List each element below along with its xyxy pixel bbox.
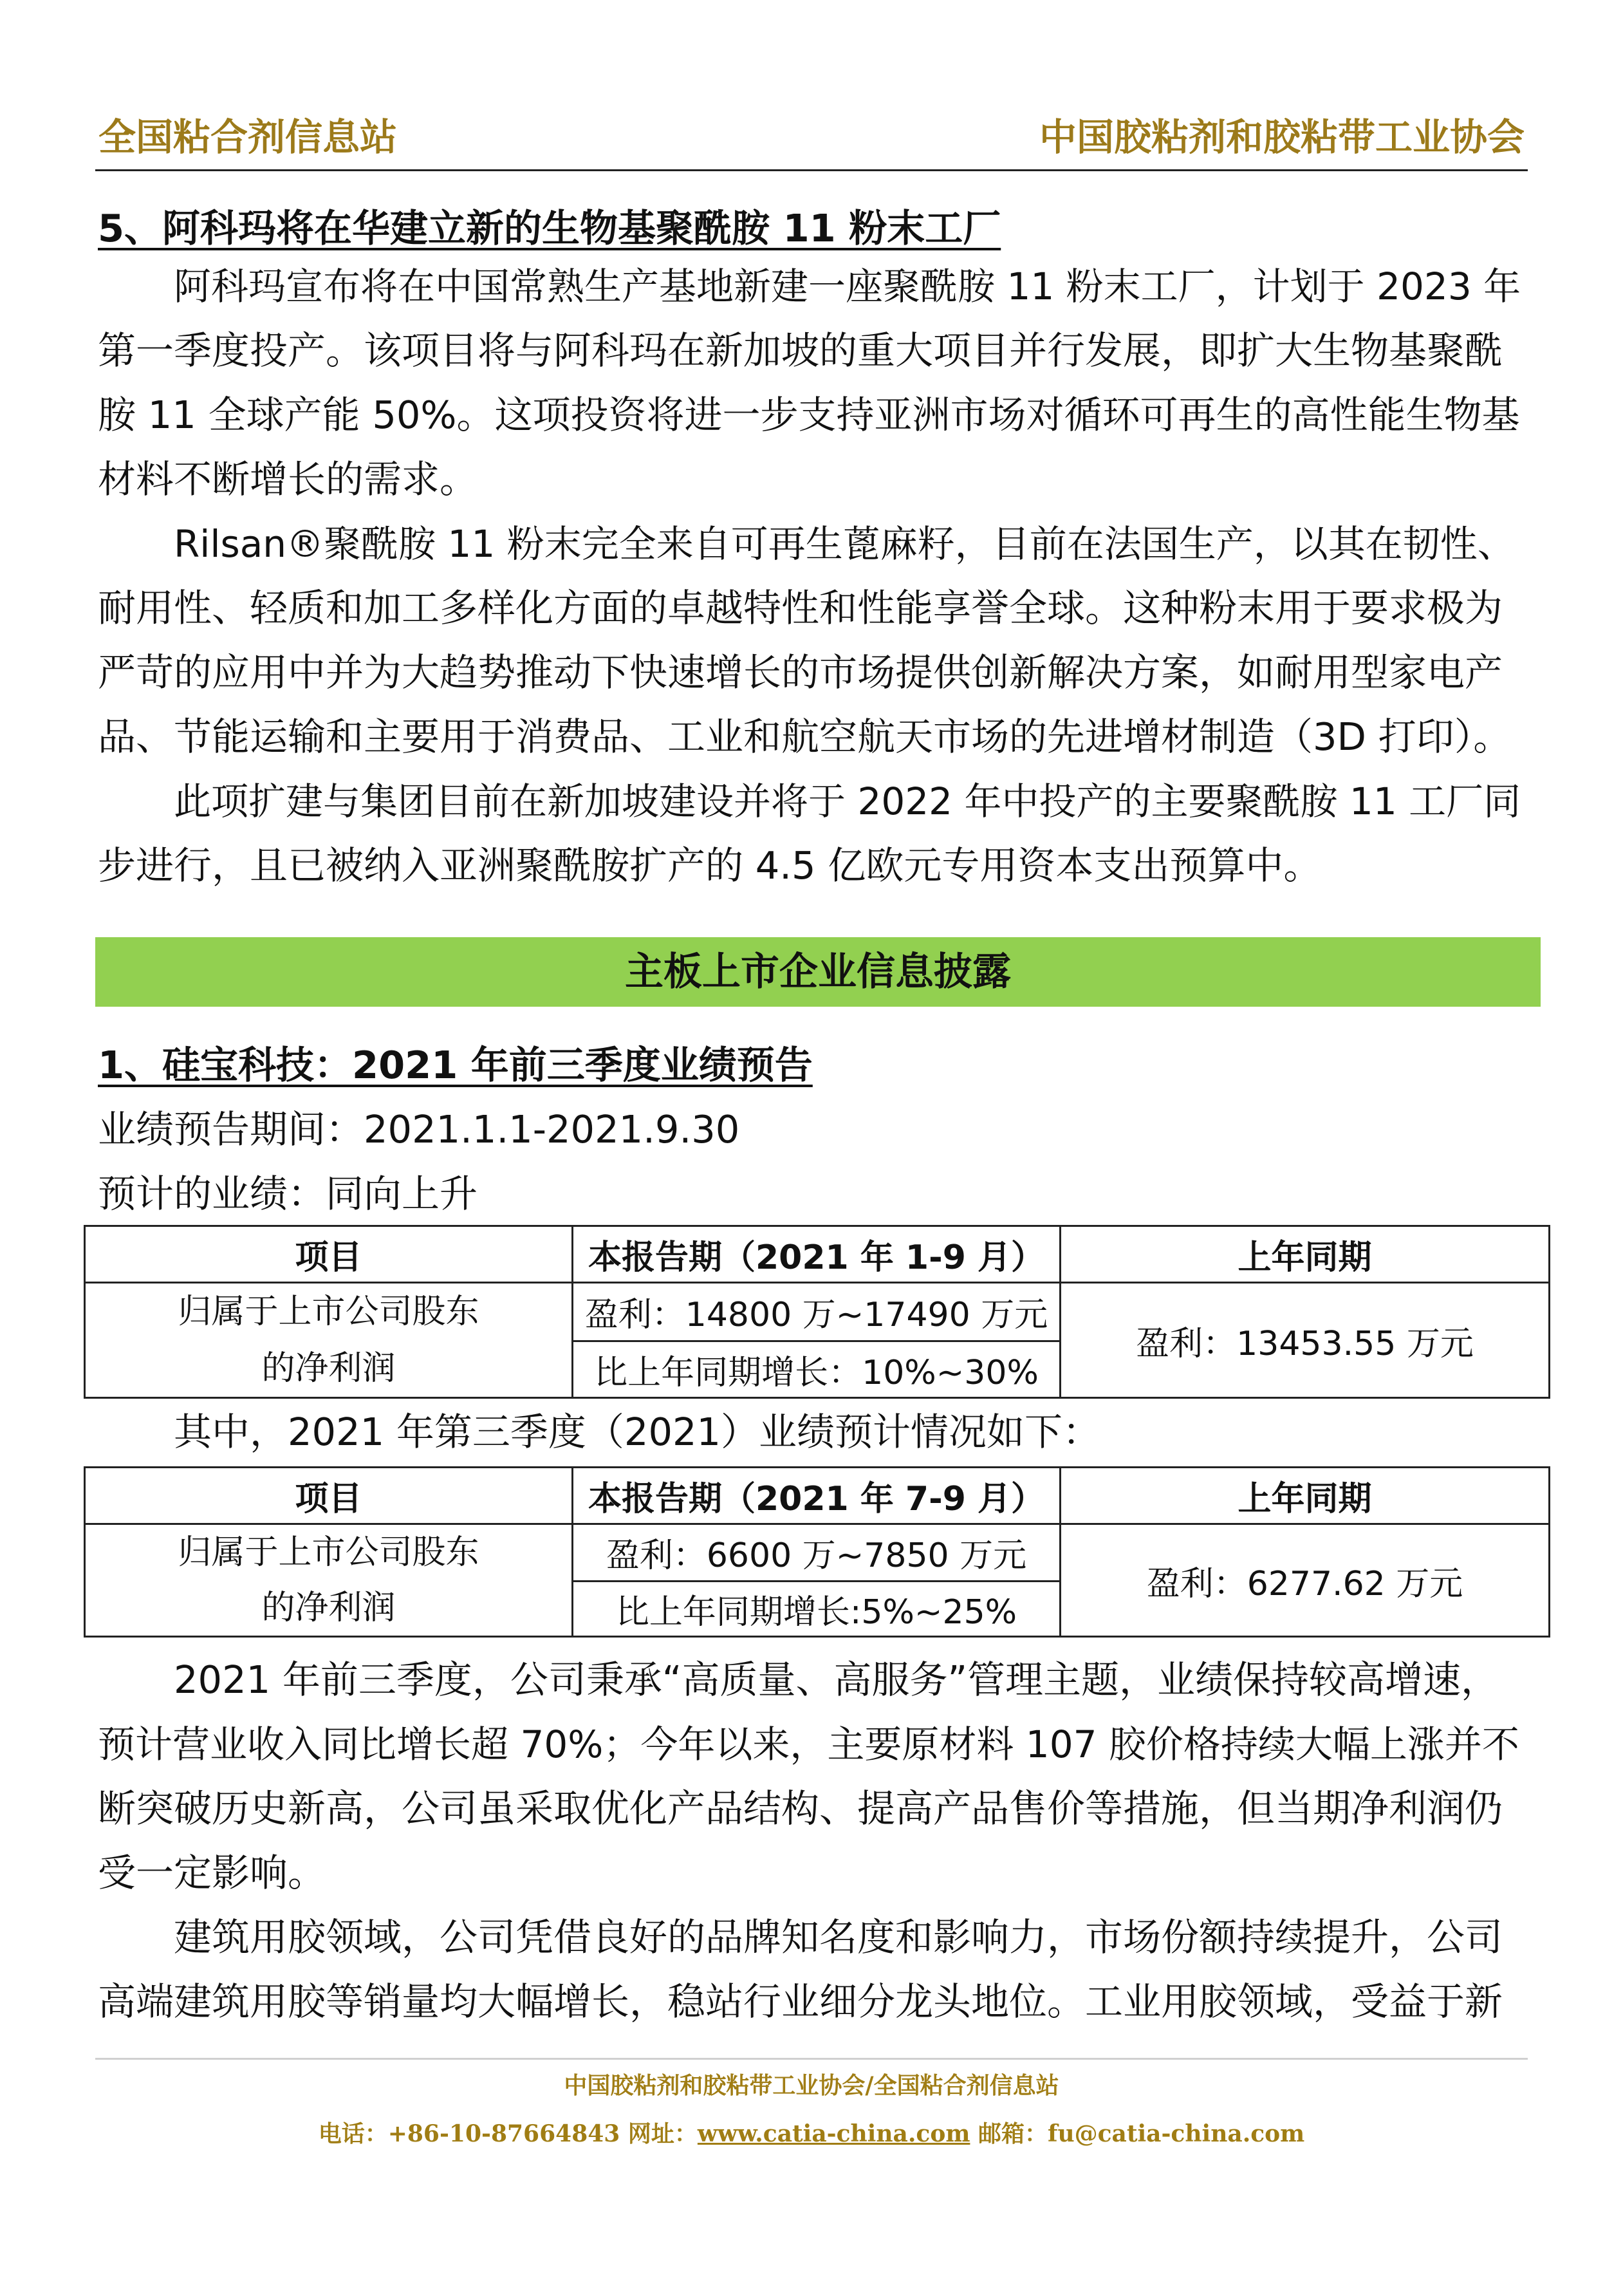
article-5-p1-line-3: 胺 11 全球产能 50%。这项投资将进一步支持亚洲市场对循环可再生的高性能生物基 <box>98 393 1520 437</box>
footer-organization: 中国胶粘剂和胶粘带工业协会/全国粘合剂信息站 <box>564 2072 1059 2099</box>
footer-email: 邮箱：fu@catia-china.com <box>970 2120 1305 2147</box>
article-5-p2-line-4: 品、节能运输和主要用于消费品、工业和航空航天市场的先进增材制造（3D 打印）。 <box>98 714 1512 759</box>
table-cell-item: 归属于上市公司股东 的净利润 <box>85 1283 573 1398</box>
header-divider <box>95 169 1528 171</box>
table-row <box>85 1524 1550 1582</box>
article-5-p1-line-2: 第一季度投产。该项目将与阿科玛在新加坡的重大项目并行发展，即扩大生物基聚酰 <box>98 328 1503 373</box>
article-1-p1-line-4: 受一定影响。 <box>98 1851 326 1895</box>
header-right-title: 中国胶粘剂和胶粘带工业协会 <box>1039 115 1525 159</box>
article-1-p1-line-1: 2021 年前三季度，公司秉承“高质量、高服务”管理主题，业绩保持较高增速， <box>174 1657 1499 1702</box>
header-left-title: 全国粘合剂信息站 <box>98 115 398 159</box>
results-table-1 <box>84 1225 1550 1399</box>
table-cell-item: 归属于上市公司股东 的净利润 <box>85 1524 573 1637</box>
table-cell-profit: 盈利：6600 万~7850 万元 <box>573 1524 1061 1582</box>
table-cell-growth: 比上年同期增长：10%~30% <box>573 1341 1061 1398</box>
table-header-item: 项目 <box>85 1226 573 1283</box>
article-1-title <box>98 1030 1537 1101</box>
article-5-p3-line-1: 此项扩建与集团目前在新加坡建设并将于 2022 年中投产的主要聚酰胺 11 工厂同 <box>174 779 1521 823</box>
section-banner: 主板上市企业信息披露 <box>95 937 1541 1007</box>
article-5-p3-line-2: 步进行，且已被纳入亚洲聚酰胺扩产的 4.5 亿欧元专用资本支出预算中。 <box>98 843 1322 888</box>
article-5-p1-line-4: 材料不断增长的需求。 <box>98 457 478 501</box>
table-header-row <box>85 1468 1550 1524</box>
article-5-p2-line-2: 耐用性、轻质和加工多样化方面的卓越特性和性能享誉全球。这种粉末用于要求极为 <box>98 586 1503 630</box>
article-1-p1-line-2: 预计营业收入同比增长超 70%；今年以来，主要原材料 107 胶价格持续大幅上涨并不 <box>98 1722 1519 1766</box>
table-header-last-year: 上年同期 <box>1061 1468 1550 1524</box>
article-5-p2-line-1: Rilsan®聚酰胺 11 粉末完全来自可再生蓖麻籽，目前在法国生产，以其在韧性、 <box>174 522 1515 566</box>
page-header <box>95 116 1528 169</box>
table-cell-last-year: 盈利：13453.55 万元 <box>1061 1283 1550 1398</box>
article-1-p2-line-1: 建筑用胶领域，公司凭借良好的品牌知名度和影响力，市场份额持续提升，公司 <box>174 1915 1503 1959</box>
q3-intro: 其中，2021 年第三季度（2021）业绩预计情况如下： <box>174 1410 1101 1454</box>
results-table-2 <box>84 1466 1550 1638</box>
table-row <box>85 1283 1550 1341</box>
table-cell-last-year: 盈利：6277.62 万元 <box>1061 1524 1550 1637</box>
table-cell-profit: 盈利：14800 万~17490 万元 <box>573 1283 1061 1341</box>
article-5-p1-line-1: 阿科玛宣布将在中国常熟生产基地新建一座聚酰胺 11 粉末工厂，计划于 2023 年 <box>174 265 1521 308</box>
article-1-title-text: 1、硅宝科技：2021 年前三季度业绩预告 <box>98 1043 813 1087</box>
table-header-row <box>85 1226 1550 1283</box>
table-header-period: 本报告期（2021 年 1-9 月） <box>573 1226 1061 1283</box>
table-header-last-year: 上年同期 <box>1061 1226 1550 1283</box>
table-header-item: 项目 <box>85 1468 573 1524</box>
forecast-result: 预计的业绩：同向上升 <box>98 1171 478 1216</box>
footer-contact <box>0 2114 1623 2153</box>
table-cell-growth: 比上年同期增长:5%~25% <box>573 1581 1061 1637</box>
forecast-period: 业绩预告期间：2021.1.1-2021.9.30 <box>98 1107 740 1152</box>
table-header-period: 本报告期（2021 年 7-9 月） <box>573 1468 1061 1524</box>
footer-divider <box>95 2058 1528 2060</box>
article-1-p2-line-2: 高端建筑用胶等销量均大幅增长，稳站行业细分龙头地位。工业用胶领域，受益于新 <box>98 1979 1503 2024</box>
footer-phone: 电话：+86-10-87664843 网址： <box>318 2120 698 2147</box>
article-5-p2-line-3: 严苛的应用中并为大趋势推动下快速增长的市场提供创新解决方案，如耐用型家电产 <box>98 650 1503 695</box>
footer-website-link[interactable]: www.catia-china.com <box>697 2120 970 2147</box>
article-5-title-text: 5、阿科玛将在华建立新的生物基聚酰胺 11 粉末工厂 <box>98 206 1001 250</box>
article-1-p1-line-3: 断突破历史新高，公司虽采取优化产品结构、提高产品售价等措施，但当期净利润仍 <box>98 1786 1503 1831</box>
